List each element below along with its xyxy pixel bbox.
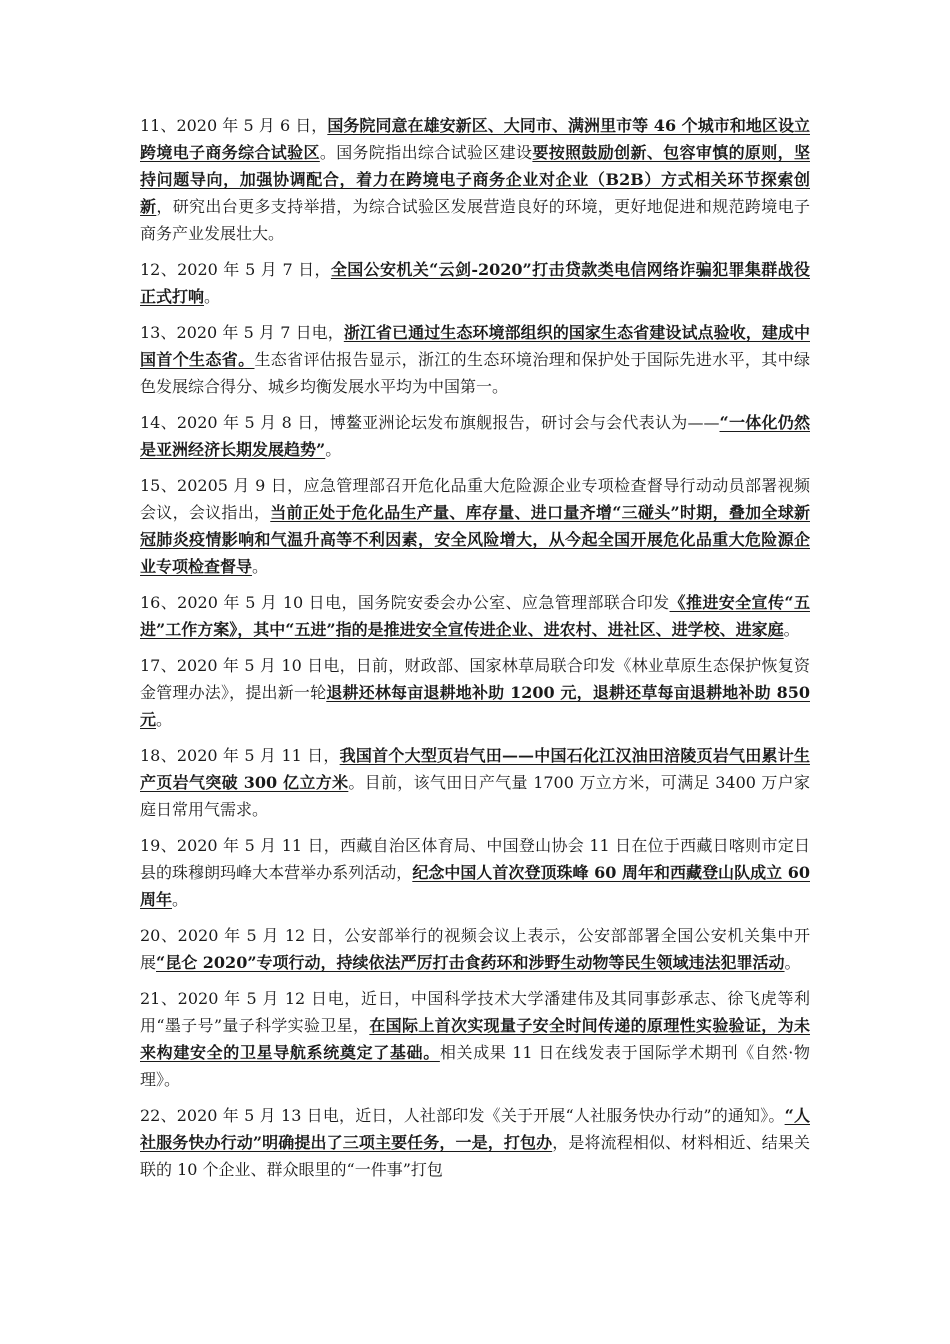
item-text: 22、2020 年 5 月 13 日电，近日，人社部印发《关于开展“人社服务快办行动”的通知》。 (140, 1106, 785, 1125)
news-item-17 (140, 652, 810, 733)
item-text: 15、20205 月 9 日，应急管理部召开危化品重大危险源企业专项检查督导行动动员部署视频会议，会议指出， (140, 476, 810, 522)
highlighted-text: 纪念中国人首次登顶珠峰 60 周年和西藏登山队成立 60 周年 (140, 863, 810, 909)
item-text: 。 (252, 557, 269, 576)
item-text: 21、2020 年 5 月 12 日电，近日，中国科学技术大学潘建伟及其同事彭承志、徐飞虎等利用“墨子号”量子科学实验卫星， (140, 989, 810, 1035)
highlighted-text: “人社服务快办行动”明确提出了三项主要任务，一是，打包办 (140, 1106, 810, 1152)
highlighted-text: 要按照鼓励创新、包容审慎的原则，坚持问题导向，加强协调配合，着力在跨境电子商务企业对企业（B2B）方式相关环节探索创新 (140, 143, 810, 216)
news-item-12 (140, 256, 810, 310)
item-text: 相关成果 11 日在线发表于国际学术期刊《自然·物理》。 (140, 1043, 810, 1089)
highlighted-text: 《推进安全宣传“五进”工作方案》，其中“五进”指的是推进安全宣传进企业、进农村、进社区、进学校、进家庭 (140, 593, 810, 639)
highlighted-text: 在国际上首次实现量子安全时间传递的原理性实验验证，为未来构建安全的卫星导航系统奠定了基础。 (140, 1016, 810, 1062)
news-item-11 (140, 112, 810, 247)
news-item-13 (140, 319, 810, 400)
highlighted-text: 我国首个大型页岩气田——中国石化江汉油田涪陵页岩气田累计生产页岩气突破 300 亿立方米 (140, 746, 810, 792)
item-text: 。 (204, 287, 221, 306)
item-text: 13、2020 年 5 月 7 日电， (140, 323, 344, 342)
item-text: ，研究出台更多支持举措，为综合试验区发展营造良好的环境，更好地促进和规范跨境电子商务产业发展壮大。 (140, 197, 810, 243)
highlighted-text: 浙江省已通过生态环境部组织的国家生态省建设试点验收，建成中国首个生态省。 (140, 323, 810, 369)
news-item-15 (140, 472, 810, 580)
item-text: 16、2020 年 5 月 10 日电，国务院安委会办公室、应急管理部联合印发 (140, 593, 670, 612)
item-text: 。 (172, 890, 189, 909)
news-item-21 (140, 985, 810, 1093)
item-text: 。 (325, 440, 342, 459)
item-text: 。 (783, 620, 800, 639)
highlighted-text: “一体化仍然是亚洲经济长期发展趋势” (140, 413, 810, 459)
news-item-18 (140, 742, 810, 823)
item-text: 生态省评估报告显示，浙江的生态环境治理和保护处于国际先进水平，其中绿色发展综合得分、城乡均衡发展水平均为中国第一。 (140, 350, 810, 396)
highlighted-text: “昆仑 2020”专项行动，持续依法严厉打击食药环和涉野生动物等民生领域违法犯罪活动 (156, 953, 785, 972)
item-text: 20、2020 年 5 月 12 日，公安部举行的视频会议上表示，公安部部署全国公安机关集中开展 (140, 926, 810, 972)
document-body (140, 112, 810, 1192)
news-item-14 (140, 409, 810, 463)
item-text: 17、2020 年 5 月 10 日电，日前，财政部、国家林草局联合印发《林业草原生态保护恢复资金管理办法》，提出新一轮 (140, 656, 810, 702)
item-text: 18、2020 年 5 月 11 日， (140, 746, 340, 765)
item-text: 11、2020 年 5 月 6 日， (140, 116, 328, 135)
news-item-22 (140, 1102, 810, 1183)
highlighted-text: 全国公安机关“云剑-2020”打击贷款类电信网络诈骗犯罪集群战役正式打响 (140, 260, 810, 306)
news-item-19 (140, 832, 810, 913)
highlighted-text: 当前正处于危化品生产量、库存量、进口量齐增“三碰头”时期，叠加全球新冠肺炎疫情影响和气温升高等不利因素，安全风险增大，从今起全国开展危化品重大危险源企业专项检查督导 (140, 503, 810, 576)
highlighted-text: 退耕还林每亩退耕地补助 1200 元，退耕还草每亩退耕地补助 850 元 (140, 683, 810, 729)
news-item-16 (140, 589, 810, 643)
news-item-20 (140, 922, 810, 976)
item-text: 。 (156, 710, 173, 729)
item-text: 12、2020 年 5 月 7 日， (140, 260, 331, 279)
highlighted-text: 国务院同意在雄安新区、大同市、满洲里市等 46 个城市和地区设立跨境电子商务综合试验区 (140, 116, 810, 162)
item-text: 。国务院指出综合试验区建设 (319, 143, 533, 162)
item-text: ，是将流程相似、材料相近、结果关联的 10 个企业、群众眼里的“一件事”打包 (140, 1133, 810, 1179)
item-text: 。目前，该气田日产气量 1700 万立方米，可满足 3400 万户家庭日常用气需求。 (140, 773, 810, 819)
item-text: 14、2020 年 5 月 8 日，博鳌亚洲论坛发布旗舰报告，研讨会与会代表认为—— (140, 413, 720, 432)
item-text: 19、2020 年 5 月 11 日，西藏自治区体育局、中国登山协会 11 日在位于西藏日喀则市定日县的珠穆朗玛峰大本营举办系列活动， (140, 836, 810, 882)
item-text: 。 (784, 953, 801, 972)
